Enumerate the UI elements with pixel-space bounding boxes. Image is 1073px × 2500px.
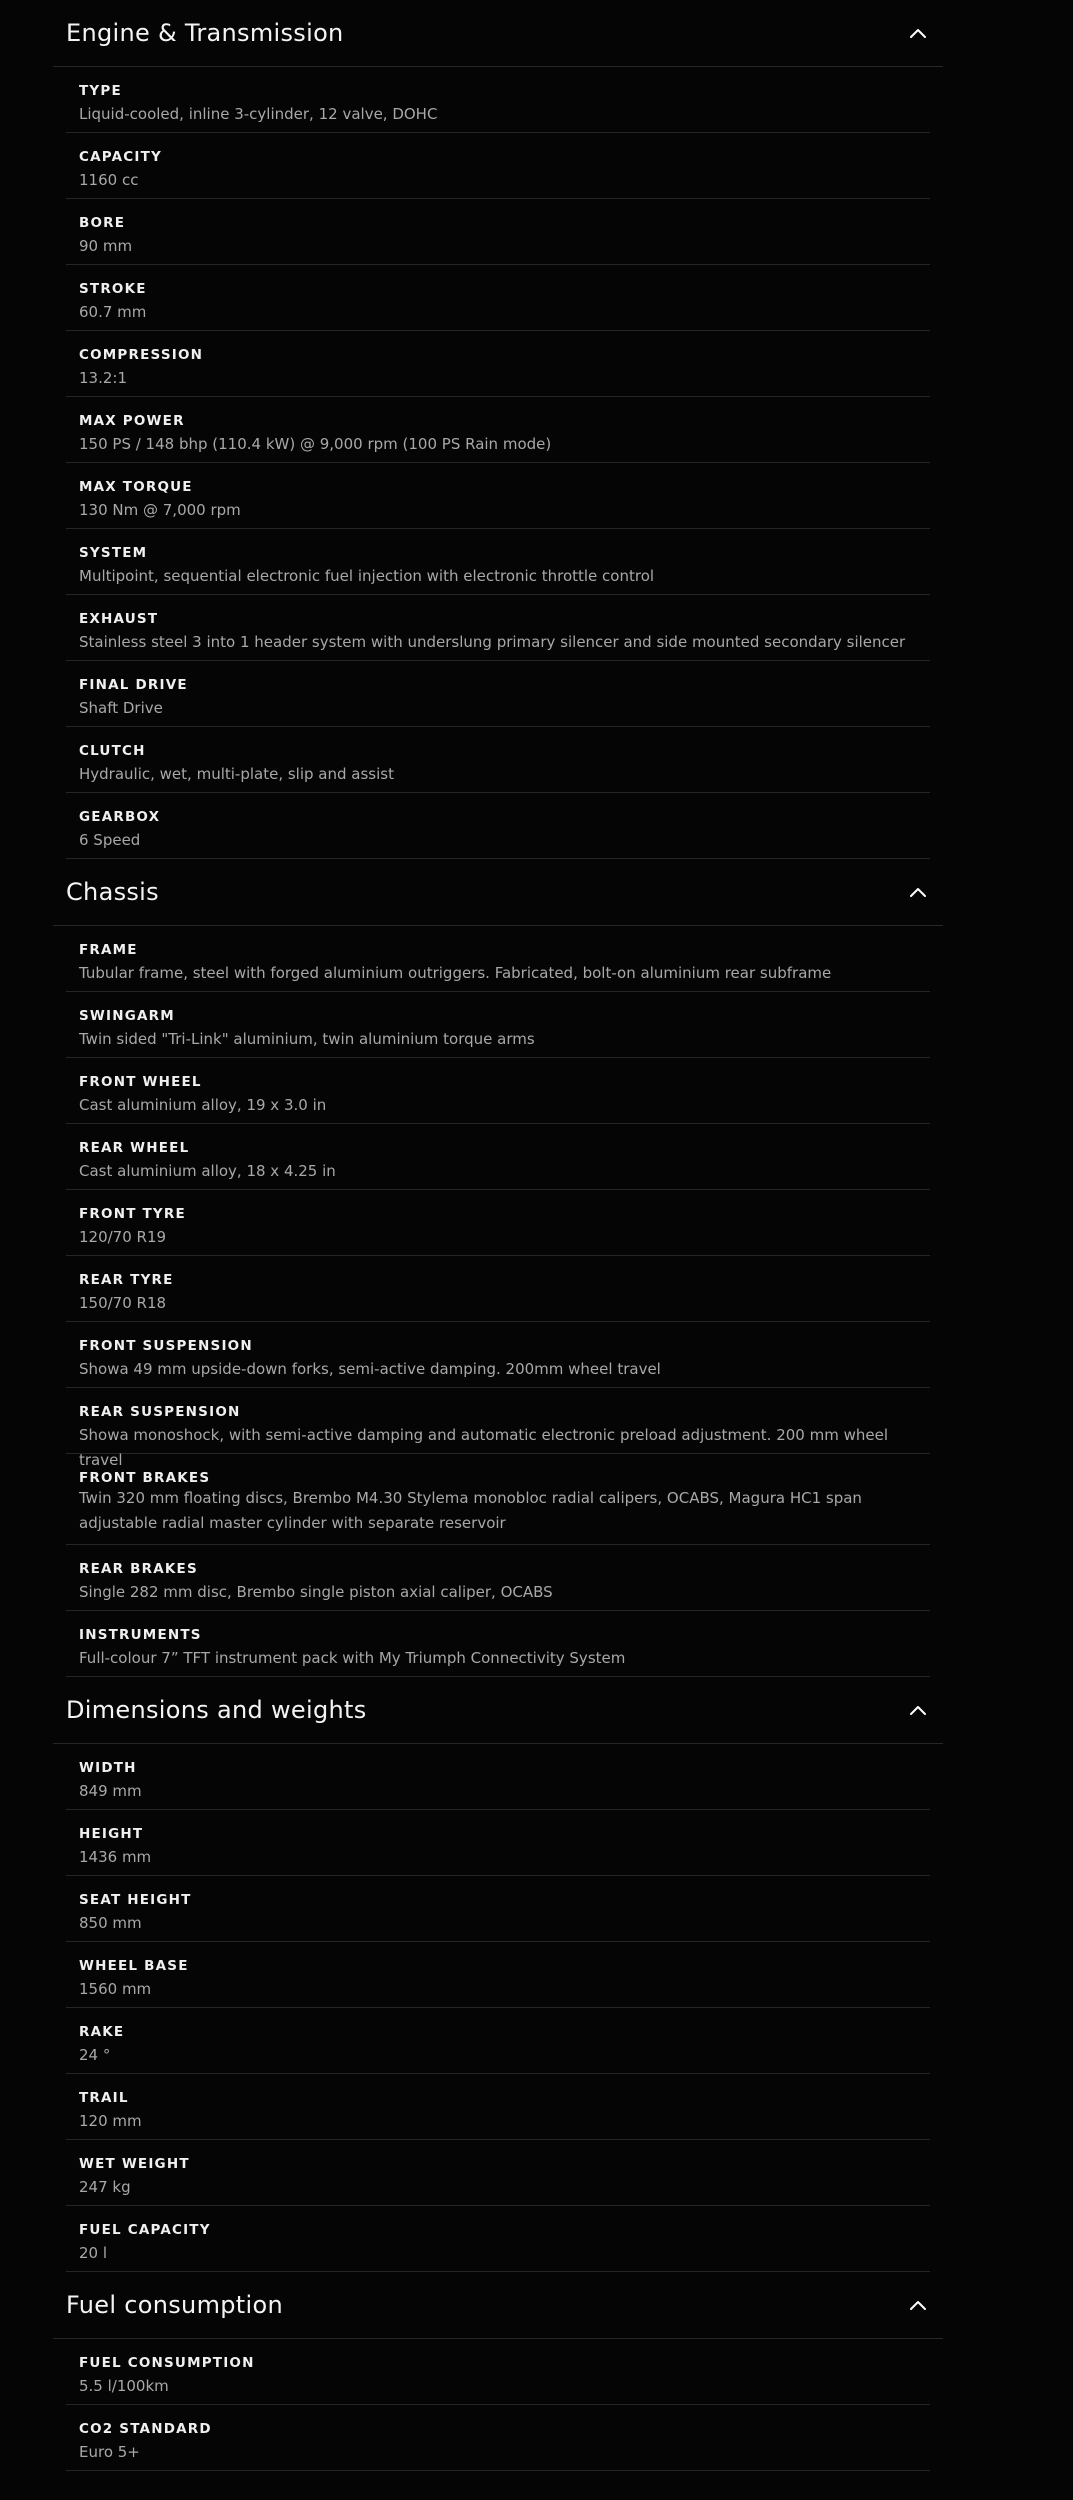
spec-label: FUEL CONSUMPTION — [79, 2355, 255, 2371]
spec-value: Multipoint, sequential electronic fuel injection with electronic throttle control — [79, 567, 655, 585]
spec-value: 13.2:1 — [79, 369, 127, 387]
spec-row — [66, 397, 930, 463]
spec-value: 1560 mm — [79, 1980, 152, 1998]
spec-label: MAX POWER — [79, 413, 185, 429]
spec-label: TYPE — [79, 83, 122, 99]
spec-label: WIDTH — [79, 1760, 137, 1776]
spec-label: CAPACITY — [79, 149, 162, 165]
section-title: Chassis — [66, 878, 159, 906]
chevron-up-icon[interactable] — [903, 1695, 933, 1725]
spec-row — [66, 133, 930, 199]
spec-value: 849 mm — [79, 1782, 142, 1800]
spec-value: 20 l — [79, 2244, 108, 2262]
spec-row — [66, 793, 930, 859]
spec-value: 150/70 R18 — [79, 1294, 167, 1312]
spec-list — [66, 1744, 930, 2272]
spec-value: 90 mm — [79, 237, 133, 255]
section-title: Engine & Transmission — [66, 19, 344, 47]
spec-value: 850 mm — [79, 1914, 142, 1932]
spec-label: BORE — [79, 215, 126, 231]
spec-value: Tubular frame, steel with forged aluminium outriggers. Fabricated, bolt-on aluminium rear subframe — [79, 964, 832, 982]
spec-value: 60.7 mm — [79, 303, 147, 321]
spec-label: SEAT HEIGHT — [79, 1892, 192, 1908]
spec-value: Twin sided "Tri-Link" aluminium, twin aluminium torque arms — [79, 1030, 535, 1048]
spec-value: Showa monoshock, with semi-active damping and automatic electronic preload adjustment. 200 mm wheel travel — [79, 1426, 888, 1469]
spec-label: CO2 STANDARD — [79, 2421, 212, 2437]
spec-section — [53, 859, 943, 1677]
spec-value: Hydraulic, wet, multi-plate, slip and assist — [79, 765, 394, 783]
spec-row — [66, 1124, 930, 1190]
spec-value: Twin 320 mm floating discs, Brembo M4.30 Stylema monobloc radial calipers, OCABS, Magura HC1 span adjustable radial master cylinder with separate reservoir — [79, 1489, 862, 1532]
spec-row — [66, 926, 930, 992]
section-header[interactable] — [53, 859, 943, 926]
spec-row — [66, 331, 930, 397]
spec-value: 1160 cc — [79, 171, 139, 189]
spec-label: MAX TORQUE — [79, 479, 193, 495]
spec-value: 130 Nm @ 7,000 rpm — [79, 501, 241, 519]
section-title: Fuel consumption — [66, 2291, 283, 2319]
spec-row — [66, 595, 930, 661]
section-header[interactable] — [53, 2272, 943, 2339]
section-header[interactable] — [53, 0, 943, 67]
spec-value: Showa 49 mm upside-down forks, semi-active damping. 200mm wheel travel — [79, 1360, 661, 1378]
spec-value: Euro 5+ — [79, 2443, 140, 2461]
spec-label: INSTRUMENTS — [79, 1627, 202, 1643]
spec-label: HEIGHT — [79, 1826, 144, 1842]
spec-label: FRONT BRAKES — [79, 1470, 211, 1486]
spec-value: 6 Speed — [79, 831, 141, 849]
spec-label: FINAL DRIVE — [79, 677, 188, 693]
spec-value: 1436 mm — [79, 1848, 152, 1866]
spec-label: FRONT SUSPENSION — [79, 1338, 253, 1354]
spec-row — [66, 2339, 930, 2405]
spec-row — [66, 1190, 930, 1256]
spec-value: Cast aluminium alloy, 19 x 3.0 in — [79, 1096, 327, 1114]
spec-label: FRONT WHEEL — [79, 1074, 202, 1090]
spec-label: REAR TYRE — [79, 1272, 174, 1288]
spec-label: CLUTCH — [79, 743, 146, 759]
spec-row — [66, 1942, 930, 2008]
spec-row — [66, 1545, 930, 1611]
spec-row — [66, 529, 930, 595]
spec-value: Full-colour 7” TFT instrument pack with My Triumph Connectivity System — [79, 1649, 626, 1667]
spec-row — [66, 1388, 930, 1469]
spec-label: FRAME — [79, 942, 138, 958]
spec-label: FRONT TYRE — [79, 1206, 186, 1222]
spec-value: 120 mm — [79, 2112, 142, 2130]
spec-row — [66, 1058, 930, 1124]
spec-section — [53, 1677, 943, 2272]
spec-label: STROKE — [79, 281, 147, 297]
spec-label: WET WEIGHT — [79, 2156, 190, 2172]
spec-value: Single 282 mm disc, Brembo single piston axial caliper, OCABS — [79, 1583, 553, 1601]
spec-value: Liquid-cooled, inline 3-cylinder, 12 valve, DOHC — [79, 105, 438, 123]
spec-row — [66, 2008, 930, 2074]
spec-value: Cast aluminium alloy, 18 x 4.25 in — [79, 1162, 336, 1180]
spec-row — [66, 199, 930, 265]
spec-label: EXHAUST — [79, 611, 159, 627]
spec-label: GEARBOX — [79, 809, 161, 825]
spec-row — [66, 2206, 930, 2272]
spec-value: 120/70 R19 — [79, 1228, 167, 1246]
spec-list — [66, 926, 930, 1677]
spec-label: COMPRESSION — [79, 347, 204, 363]
spec-row — [66, 265, 930, 331]
spec-section — [53, 0, 943, 859]
spec-row — [66, 1611, 930, 1677]
spec-row — [66, 67, 930, 133]
spec-row — [66, 1810, 930, 1876]
chevron-up-icon[interactable] — [903, 18, 933, 48]
spec-value: 247 kg — [79, 2178, 131, 2196]
spec-label: WHEEL BASE — [79, 1958, 189, 1974]
spec-row — [66, 2140, 930, 2206]
spec-value: 24 ° — [79, 2046, 111, 2064]
spec-label: SWINGARM — [79, 1008, 175, 1024]
spec-row — [66, 2405, 930, 2471]
chevron-up-icon[interactable] — [903, 877, 933, 907]
spec-row — [66, 661, 930, 727]
spec-list — [66, 2339, 930, 2471]
spec-value: 5.5 l/100km — [79, 2377, 169, 2395]
spec-value: Stainless steel 3 into 1 header system with underslung primary silencer and side mounted secondary silencer — [79, 633, 906, 651]
spec-label: REAR BRAKES — [79, 1561, 198, 1577]
spec-label: FUEL CAPACITY — [79, 2222, 211, 2238]
spec-value: 150 PS / 148 bhp (110.4 kW) @ 9,000 rpm (100 PS Rain mode) — [79, 435, 552, 453]
spec-value: Shaft Drive — [79, 699, 163, 717]
spec-label: SYSTEM — [79, 545, 148, 561]
spec-row — [66, 1876, 930, 1942]
spec-label: RAKE — [79, 2024, 125, 2040]
spec-list — [66, 67, 930, 859]
spec-label: REAR SUSPENSION — [79, 1404, 241, 1420]
spec-label: TRAIL — [79, 2090, 129, 2106]
section-header[interactable] — [53, 1677, 943, 1744]
section-title: Dimensions and weights — [66, 1696, 367, 1724]
spec-row — [66, 463, 930, 529]
spec-row — [66, 992, 930, 1058]
chevron-up-icon[interactable] — [903, 2290, 933, 2320]
spec-row — [66, 1322, 930, 1388]
specifications-page — [53, 0, 943, 2471]
spec-label: REAR WHEEL — [79, 1140, 190, 1156]
spec-row — [66, 1454, 930, 1545]
spec-row — [66, 2074, 930, 2140]
spec-section — [53, 2272, 943, 2471]
spec-row — [66, 1256, 930, 1322]
spec-row — [66, 727, 930, 793]
spec-row — [66, 1744, 930, 1810]
